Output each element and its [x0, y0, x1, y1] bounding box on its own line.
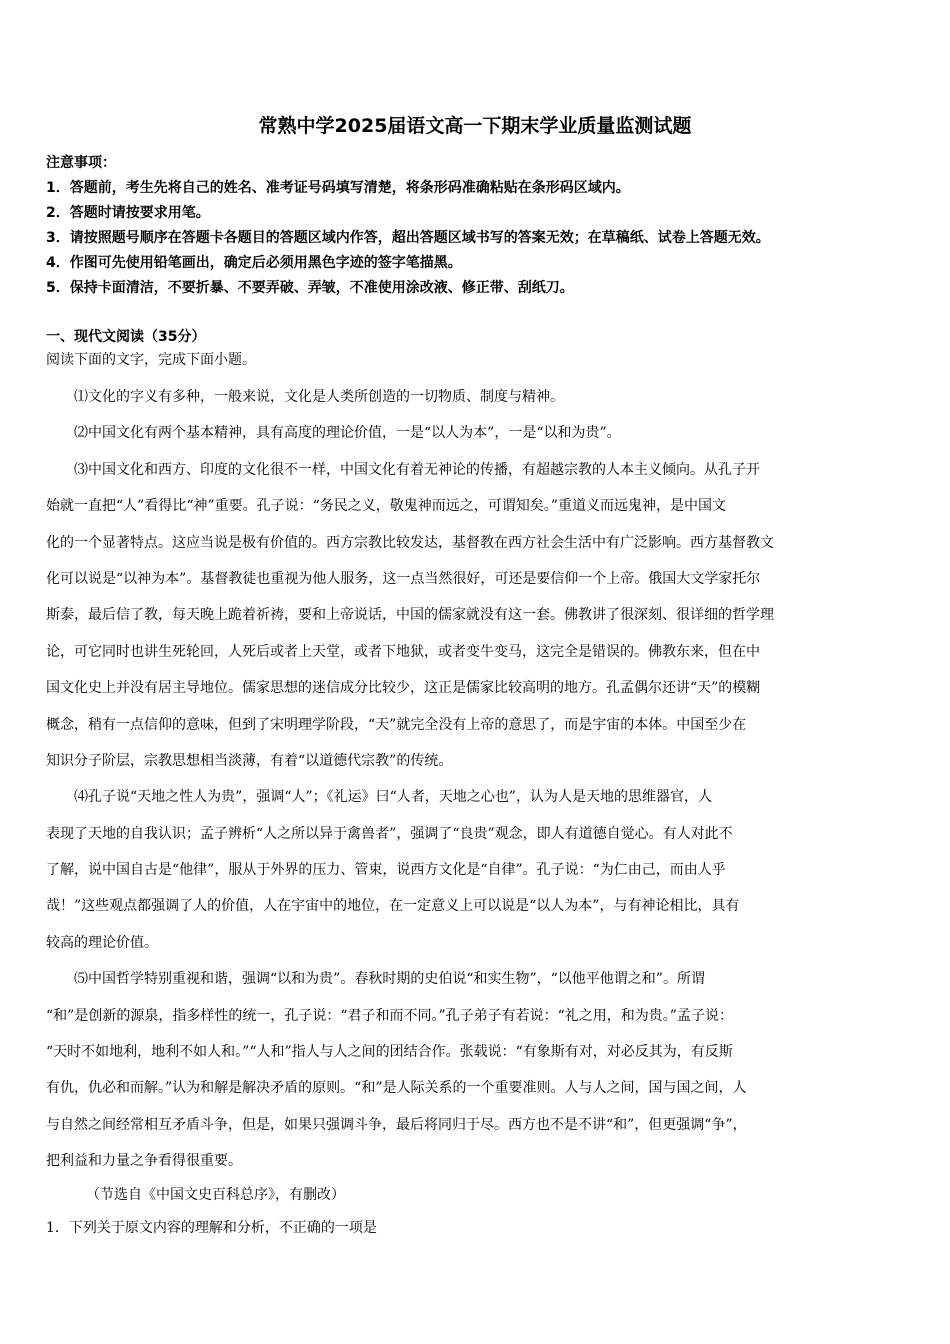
passage-line: 较高的理论价值。	[46, 934, 158, 951]
passage-line: ⑷孔子说“天地之性人为贵”，强调“人”；《礼运》曰“人者，天地之心也”，认为人是天地的思维器官，人	[74, 789, 712, 806]
passage	[46, 379, 908, 1180]
source-citation: （节选自《中国文史百科总序》，有删改）	[86, 1187, 345, 1203]
notice-item: 2．答题时请按要求用笔。	[46, 205, 210, 221]
reading-instruction: 阅读下面的文字，完成下面小题。	[46, 352, 256, 368]
notice-item: 5．保持卡面清洁，不要折暴、不要弄破、弄皱，不准使用涂改液、修正带、刮纸刀。	[46, 280, 574, 296]
passage-line: 有仇，仇必和而解。”认为和解是解决矛盾的原则。“和”是人际关系的一个重要准则。人与人之间，国与国之间，人	[46, 1080, 747, 1097]
passage-line: 与自然之间经常相互矛盾斗争，但是，如果只强调斗争，最后将同归于尽。西方也不是不讲“和”，但更强调“争”，	[46, 1116, 747, 1133]
question-1: 1．下列关于原文内容的理解和分析，不正确的一项是	[46, 1220, 377, 1236]
notice-item: 4．作图可先使用铅笔画出，确定后必须用黑色字迹的签字笔描黑。	[46, 255, 462, 271]
page-title: 常熟中学2025届语文高一下期末学业质量监测试题	[258, 115, 692, 137]
passage-line: ⑸中国哲学特别重视和谐，强调“以和为贵”。春秋时期的史伯说“和实生物”，“以他平他谓之和”。所谓	[74, 971, 705, 988]
passage-line: 始就一直把“人”看得比“神”重要。孔子说：“务民之义，敬鬼神而远之，可谓知矣。”重道义而远鬼神，是中国文	[46, 498, 726, 515]
passage-line: 国文化史上并没有居主导地位。儒家思想的迷信成分比较少，这正是儒家比较高明的地方。孔孟偶尔还讲“天”的模糊	[46, 680, 761, 697]
passage-line: 斯泰，最后信了教，每天晚上跪着祈祷，要和上帝说话，中国的儒家就没有这一套。佛教讲了很深刻、很详细的哲学理	[46, 607, 774, 624]
passage-line: “和”是创新的源泉，指多样性的统一，孔子说：“君子和而不同。”孔子弟子有若说：“礼之用，和为贵。”孟子说：	[46, 1007, 733, 1024]
notice-heading: 注意事项：	[46, 155, 116, 171]
passage-line: “天时不如地利，地利不如人和。”“人和”指人与人之间的团结合作。张载说：“有象斯有对，对必反其为，有反斯	[46, 1044, 733, 1061]
notice-item: 3．请按照题号顺序在答题卡各题目的答题区域内作答，超出答题区域书写的答案无效；在草稿纸、试卷上答题无效。	[46, 230, 770, 246]
notice-section	[46, 151, 926, 301]
passage-line: 概念，稍有一点信仰的意味，但到了宋明理学阶段，“天”就完全没有上帝的意思了，而是宇宙的本体。中国至少在	[46, 716, 747, 733]
passage-line: 把利益和力量之争看得很重要。	[46, 1153, 242, 1170]
passage-line: ⑴文化的字义有多种，一般来说，文化是人类所创造的一切物质、制度与精神。	[74, 389, 564, 405]
notice-item: 1．答题前，考生先将自己的姓名、准考证号码填写清楚，将条形码准确粘贴在条形码区域内。	[46, 180, 630, 196]
section-heading: 一、现代文阅读（35分）	[46, 329, 206, 345]
passage-line: 化的一个显著特点。这应当说是极有价值的。西方宗教比较发达，基督教在西方社会生活中有广泛影响。西方基督教文	[46, 534, 774, 551]
passage-line: ⑶中国文化和西方、印度的文化很不一样，中国文化有着无神论的传播，有超越宗教的人本主义倾向。从孔子开	[74, 461, 760, 478]
passage-line: 了解，说中国自古是“他律”，服从于外界的压力、管束，说西方文化是“自律”。孔子说：“为仁由己，而由人乎	[46, 862, 726, 879]
passage-line: 论，可它同时也讲生死轮回，人死后或者上天堂，或者下地狱，或者变牛变马，这完全是错误的。佛教东来，但在中	[46, 643, 760, 660]
passage-line: 哉！”这些观点都强调了人的价值，人在宇宙中的地位，在一定意义上可以说是“以人为本”，与有神论相比，具有	[46, 898, 740, 915]
passage-line: 表现了天地的自我认识；孟子辨析“人之所以异于禽兽者”，强调了“良贵”观念，即人有道德自觉心。有人对此不	[46, 825, 733, 842]
passage-line: 知识分子阶层，宗教思想相当淡薄，有着“以道德代宗教”的传统。	[46, 752, 453, 769]
passage-line: ⑵中国文化有两个基本精神，具有高度的理论价值，一是“以人为本”，一是“以和为贵”。	[74, 425, 621, 442]
passage-line: 化可以说是“以神为本”。基督教徒也重视为他人服务，这一点当然很好，可还是要信仰一个上帝。俄国大文学家托尔	[46, 570, 761, 587]
